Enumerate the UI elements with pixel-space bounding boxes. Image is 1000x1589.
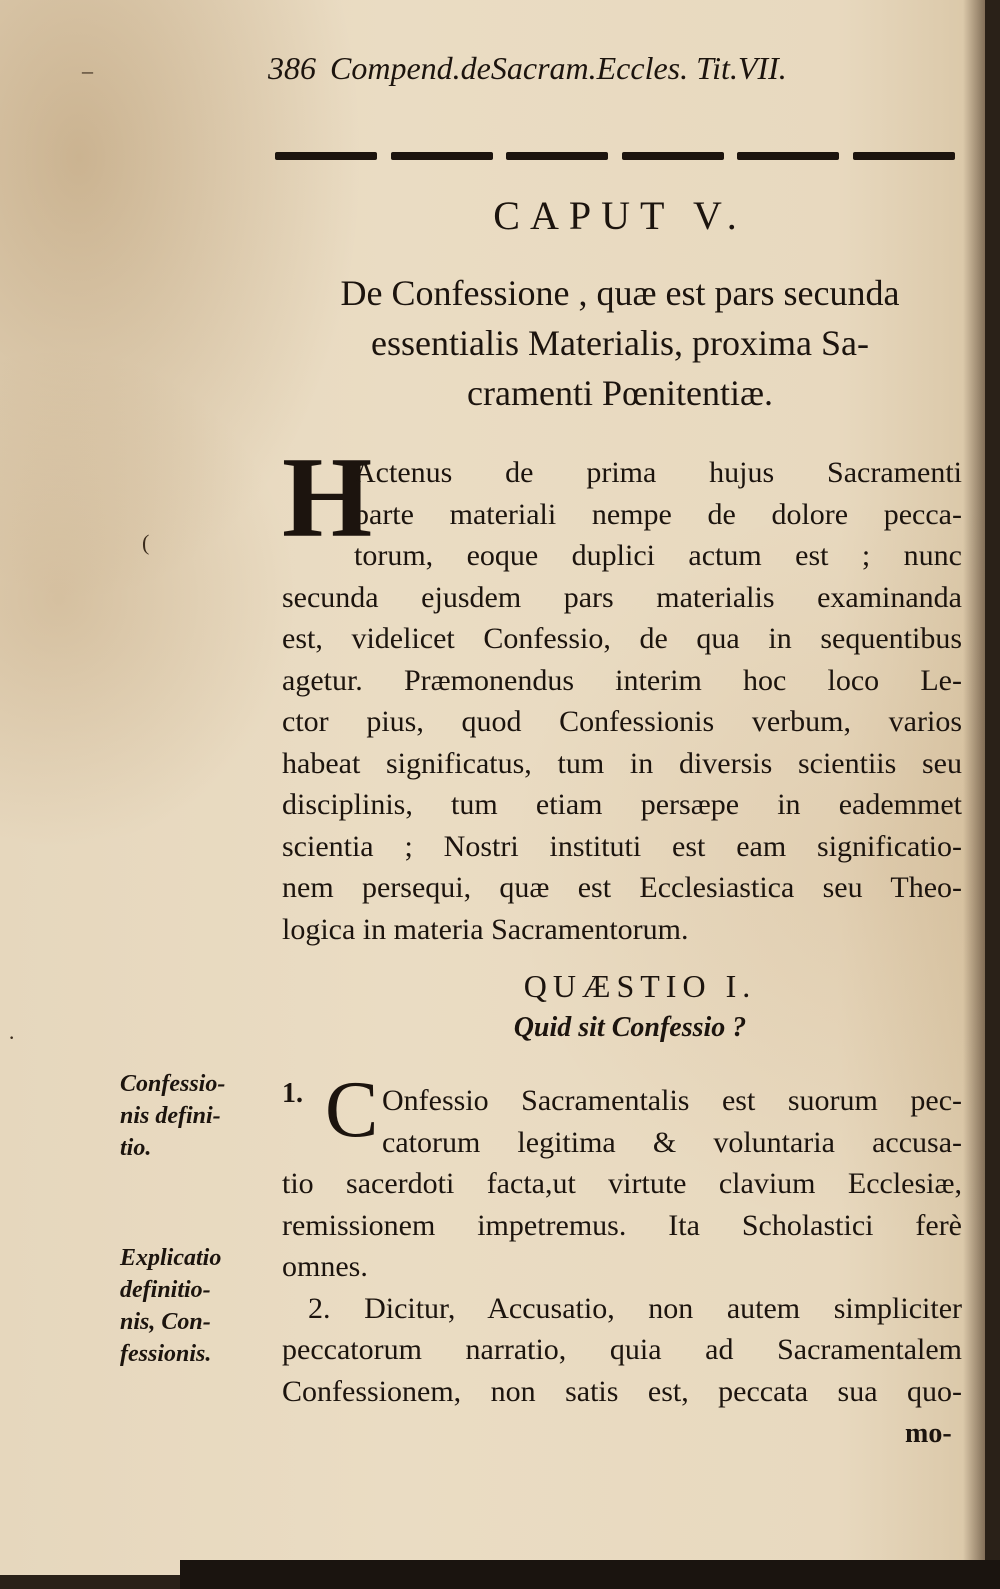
margin-note-line: definitio- xyxy=(120,1277,211,1303)
catchword: mo- xyxy=(905,1418,952,1449)
chapter-subtitle xyxy=(275,268,965,418)
page-gutter-shadow xyxy=(963,0,985,1575)
margin-note-line: tio. xyxy=(120,1135,152,1161)
text-line: peccatorum narratio, quia ad Sacramentalem xyxy=(282,1333,962,1366)
paragraph-number: 1. xyxy=(282,1078,303,1109)
margin-note-explanation xyxy=(120,1242,270,1370)
text-line: agetur. Præmonendus interim hoc loco Le- xyxy=(282,663,962,697)
text-line: 2. Dicitur, Accusatio, non autem simpliciter xyxy=(308,1291,962,1325)
text-line: torum, eoque duplici actum est ; nunc xyxy=(354,539,962,572)
text-line: logica in materia Sacramentorum. xyxy=(282,912,689,946)
text-line: habeat significatus, tum in diversis scientiis seu xyxy=(282,746,962,780)
text-line: est, videlicet Confessio, de qua in sequentibus xyxy=(282,622,962,655)
ink-mark-icon: · xyxy=(8,1025,16,1050)
drop-cap: H xyxy=(282,434,373,562)
text-line: nem persequi, quæ est Ecclesiastica seu Theo- xyxy=(282,871,962,904)
page-number: 386 xyxy=(268,50,316,86)
text-line: ctor pius, quod Confessionis verbum, varios xyxy=(282,705,962,738)
text-line: disciplinis, tum etiam persæpe in eademmet xyxy=(282,788,962,821)
margin-note-definition xyxy=(120,1068,270,1164)
margin-note-line: Explicatio xyxy=(120,1245,222,1271)
text-line: Confessionem, non satis est, peccata sua quo- xyxy=(282,1374,962,1408)
running-title: Compend.deSacram.Eccles. Tit.VII. xyxy=(330,50,787,86)
text-line: omnes. xyxy=(282,1250,368,1283)
ornamental-rule xyxy=(275,152,955,162)
ink-mark-icon: – xyxy=(82,58,93,83)
question-heading: QUÆSTIO I. xyxy=(523,968,757,1004)
drop-cap: C xyxy=(325,1066,379,1154)
running-head xyxy=(268,50,958,94)
margin-note-line: fessionis. xyxy=(120,1341,212,1367)
text-line: remissionem impetremus. Ita Scholastici ferè xyxy=(282,1208,962,1242)
text-line: Onfessio Sacramentalis est suorum pec- xyxy=(382,1084,962,1117)
margin-note-line: nis, Con- xyxy=(120,1309,211,1335)
text-line: scientia ; Nostri instituti est eam significatio- xyxy=(282,829,962,863)
definition-paragraph xyxy=(282,1080,962,1412)
chapter-heading: CAPUT V. xyxy=(493,193,747,238)
question-subtitle: Quid sit Confessio ? xyxy=(513,1012,747,1043)
ink-mark-icon: ( xyxy=(142,530,150,555)
chapter-subtitle-line: De Confessione , quæ est pars secunda xyxy=(340,273,900,313)
margin-note-line: Confessio- xyxy=(120,1071,226,1097)
margin-note-line: nis defini- xyxy=(120,1103,221,1129)
text-line: secunda ejusdem pars materialis examinanda xyxy=(282,580,962,614)
chapter-subtitle-line: essentialis Materialis, proxima Sa- xyxy=(371,323,869,363)
text-line: tio sacerdoti facta,ut virtute clavium Ecclesiæ, xyxy=(282,1167,962,1200)
text-line: Actenus de prima hujus Sacramenti xyxy=(354,456,962,489)
chapter-subtitle-line: cramenti Pœnitentiæ. xyxy=(467,373,773,413)
text-line: catorum legitima & voluntaria accusa- xyxy=(382,1125,962,1159)
page-edge-shadow xyxy=(180,1560,1000,1589)
intro-paragraph xyxy=(282,452,962,950)
text-line: parte materiali nempe de dolore pecca- xyxy=(354,497,962,531)
